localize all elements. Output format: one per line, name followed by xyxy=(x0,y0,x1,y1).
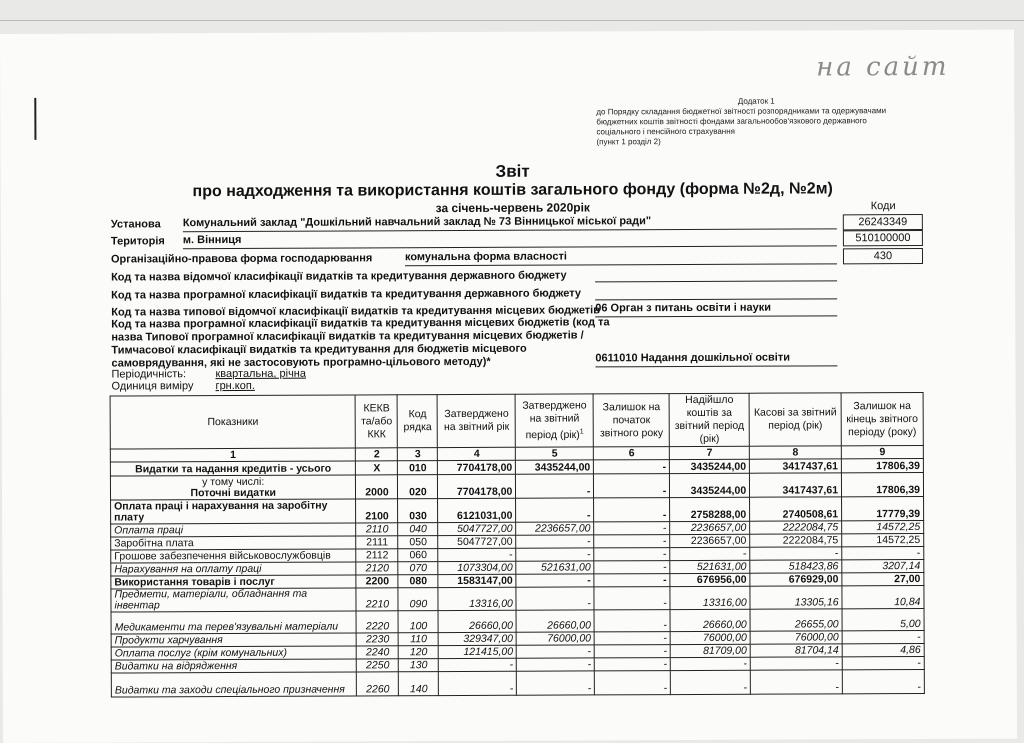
row-approved-year: 5047727,00 xyxy=(438,535,516,548)
appendix-line: до Порядку складання бюджетної звітності розпорядниками та одержувачами xyxy=(596,106,887,117)
row-kekv: 2111 xyxy=(356,536,398,549)
institution-label: Установа xyxy=(110,218,161,231)
col-header-balance-start: Залишок на початок звітного року xyxy=(593,394,669,447)
row-cash: 81704,14 xyxy=(750,644,842,657)
row-approved-year: 26660,00 xyxy=(438,610,516,632)
row-kekv: 2100 xyxy=(356,499,398,523)
row-cash: - xyxy=(750,657,842,670)
row-kekv: 2260 xyxy=(357,672,399,696)
row-indicator-text: Оплата послуг (крім комунальних) xyxy=(114,646,288,660)
row-approved-period: 26660,00 xyxy=(516,610,594,632)
row-cash: - xyxy=(750,547,842,560)
row-code: 120 xyxy=(399,646,439,659)
row-cash: 76000,00 xyxy=(750,631,842,644)
row-received: 521631,00 xyxy=(670,560,750,573)
row-cash: 2740508,61 xyxy=(750,497,842,521)
row-received: - xyxy=(670,547,750,560)
periodicity-label: Періодичність: xyxy=(111,368,187,381)
scan-edge-line xyxy=(0,20,1024,21)
row-code: 140 xyxy=(399,672,439,696)
row-code: 020 xyxy=(398,475,438,499)
row-received: 2236657,00 xyxy=(670,521,750,534)
row-balance-start: - xyxy=(594,610,670,632)
row-approved-year: 5047727,00 xyxy=(438,522,516,535)
col-header-balance-end: Залишок на кінець звітного періоду (року) xyxy=(841,392,923,445)
row-balance-end: 27,00 xyxy=(842,572,924,585)
row-balance-end: 10,84 xyxy=(842,585,924,608)
territory-code: 510100000 xyxy=(843,230,923,246)
row-received: 81709,00 xyxy=(670,644,750,657)
row-balance-end: 14572,25 xyxy=(842,520,924,533)
row-indicator-text: Заробітна плата xyxy=(114,537,194,550)
col-header-approved-period xyxy=(515,394,593,447)
local-prog-label-line: назва Типової програмної класифікації видатків та кредитування місцевих бюджетів / xyxy=(111,329,584,344)
row-approved-period: 2236657,00 xyxy=(516,522,594,535)
row-balance-end: - xyxy=(842,546,924,559)
row-kekv: 2230 xyxy=(357,633,399,646)
row-kekv: 2110 xyxy=(356,523,398,536)
col-header-cash: Касові за звітний період (рік) xyxy=(749,393,841,446)
col-number: 4 xyxy=(438,447,516,460)
prog-class-label: Код та назва програмної класифікації видатків та кредитування державного бюджету xyxy=(111,287,582,302)
col-header-kekv: КЕКВ та/або ККК xyxy=(356,395,398,448)
row-balance-end: 4,86 xyxy=(842,643,924,656)
row-received: 3435244,00 xyxy=(670,473,750,497)
row-balance-start: - xyxy=(594,632,670,645)
institution-code: 26243349 xyxy=(843,214,923,230)
row-indicator-name xyxy=(111,588,357,612)
row-approved-period: - xyxy=(517,671,595,695)
row-code: 090 xyxy=(398,588,438,611)
territory-value: м. Вінниця xyxy=(183,231,837,249)
row-code: 010 xyxy=(398,461,438,475)
row-cash: 26655,00 xyxy=(750,609,842,631)
document-sheet xyxy=(0,30,1017,743)
row-received: - xyxy=(670,657,750,670)
row-approved-year: 329347,00 xyxy=(439,632,517,645)
row-balance-end: 17806,39 xyxy=(841,472,923,496)
row-approved-year: 1073304,00 xyxy=(438,561,516,574)
row-indicator-name xyxy=(111,672,357,697)
row-code: 030 xyxy=(398,499,438,523)
row-indicator-name xyxy=(110,461,356,476)
row-approved-year: 7704178,00 xyxy=(438,474,516,498)
row-balance-start: - xyxy=(594,460,670,474)
row-indicator-text: Видатки та надання кредитів - усього xyxy=(135,462,332,476)
table-row xyxy=(110,472,923,500)
row-approved-period: - xyxy=(517,658,595,671)
row-approved-year: 6121031,00 xyxy=(438,498,516,522)
col-number: 2 xyxy=(356,448,398,461)
col-number: 9 xyxy=(841,445,923,458)
row-indicator-text: Медикаменти та перев'язувальні матеріали xyxy=(114,620,339,634)
row-indicator-name xyxy=(111,646,357,660)
typical-dept-label: Код та назва типової відомчої класифікації видатків та кредитування місцевих бюджетів xyxy=(111,304,601,319)
row-code: 050 xyxy=(398,536,438,549)
col-header-approved-year: Затверджено на звітний рік xyxy=(437,394,515,447)
legal-form-value: комунальна форма власності xyxy=(405,249,837,266)
table-row xyxy=(111,585,924,612)
row-balance-start: - xyxy=(594,535,670,548)
row-indicator-text: Грошове забезпечення військовослужбовців xyxy=(114,549,331,563)
col-number: 5 xyxy=(516,447,594,460)
row-indicator-name xyxy=(111,536,357,550)
row-balance-start: - xyxy=(594,587,670,610)
row-kekv: X xyxy=(356,461,398,475)
row-balance-end: 5,00 xyxy=(842,608,924,630)
col-header-row-code: Код рядка xyxy=(398,395,438,448)
report-period: за січень-червень 2020рік xyxy=(435,200,590,216)
row-received: 26660,00 xyxy=(670,609,750,631)
row-code: 040 xyxy=(398,523,438,536)
row-approved-year: - xyxy=(439,671,517,695)
row-cash: 2222084,75 xyxy=(750,534,842,547)
row-kekv: 2000 xyxy=(356,475,398,499)
report-subtitle: про надходження та використання коштів загального фонду (форма №2д, №2м) xyxy=(192,180,833,201)
row-indicator-text: Оплата праці і нарахування на заробітну плату xyxy=(114,499,328,524)
row-balance-end: - xyxy=(842,630,924,643)
row-kekv: 2210 xyxy=(356,588,398,611)
row-indicator-text: Поточні видатки xyxy=(190,486,276,500)
row-code: 060 xyxy=(398,549,438,562)
row-indicator-name xyxy=(111,549,357,563)
row-balance-start: - xyxy=(594,522,670,535)
institution-value: Комунальний заклад "Дошкільний навчальний заклад № 73 Вінницької міської ради" xyxy=(183,214,837,232)
unit-label: Одиниця виміру xyxy=(111,380,194,393)
row-approved-year: 1583147,00 xyxy=(438,574,516,587)
footnote-mark: 1 xyxy=(579,428,584,436)
row-balance-start: - xyxy=(595,671,671,695)
row-indicator-text: Використання товарів і послуг xyxy=(114,575,275,589)
dept-class-value xyxy=(595,266,837,282)
row-approved-period: - xyxy=(516,548,594,561)
row-balance-start: - xyxy=(594,498,670,522)
table-row xyxy=(111,496,924,524)
appendix-line: соціального і пенсійного страхування xyxy=(596,126,735,137)
row-approved-period: 521631,00 xyxy=(516,561,594,574)
row-approved-period: - xyxy=(517,645,595,658)
row-indicator-name xyxy=(111,575,357,589)
row-received: 2236657,00 xyxy=(670,534,750,547)
row-received: 2758288,00 xyxy=(670,497,750,521)
budget-table xyxy=(110,392,925,698)
row-indicator-text: Нарахування на оплату праці xyxy=(114,562,262,576)
col-header-received: Надійшло коштів за звітний період (рік) xyxy=(669,393,749,446)
appendix-line: бюджетних коштів звітності фондами загальнообов'язкового державного xyxy=(596,116,867,127)
row-indicator-text: Продукти харчування xyxy=(114,634,223,647)
col-header-approved-period-text: Затверджено на звітний період (рік) xyxy=(522,399,587,441)
row-approved-period: - xyxy=(516,498,594,522)
row-balance-start: - xyxy=(594,474,670,498)
table-header-row xyxy=(110,392,923,449)
col-header-indicators: Показники xyxy=(110,395,356,449)
row-approved-year: 121415,00 xyxy=(439,645,517,658)
row-indicator-text: Предмети, матеріали, обладнання та інвентар xyxy=(114,587,308,612)
row-balance-end: - xyxy=(842,656,924,669)
margin-mark xyxy=(34,98,36,140)
row-balance-end: 14572,25 xyxy=(842,533,924,546)
appendix-title: Додаток 1 xyxy=(737,96,775,106)
row-indicator-name xyxy=(111,523,357,537)
row-indicator-name xyxy=(111,633,357,647)
row-indicator-name xyxy=(111,611,357,634)
codes-label: Коди xyxy=(870,200,896,213)
row-cash: 2222084,75 xyxy=(750,521,842,534)
row-approved-year: - xyxy=(439,658,517,671)
row-code: 100 xyxy=(398,611,438,633)
row-indicator-name xyxy=(111,499,357,524)
row-approved-period: - xyxy=(516,535,594,548)
row-approved-year: 7704178,00 xyxy=(438,460,516,474)
appendix-line: (пункт 1 розділ 2) xyxy=(596,137,661,147)
periodicity-value: квартальна, річна xyxy=(215,367,307,381)
handwritten-note: на сайт xyxy=(816,51,950,83)
row-kekv: 2200 xyxy=(356,575,398,588)
unit-value: грн.коп. xyxy=(215,379,255,393)
row-balance-end: 17779,39 xyxy=(842,496,924,520)
legal-form-code: 430 xyxy=(843,248,923,264)
table-row xyxy=(111,669,924,697)
table-row xyxy=(111,608,924,634)
row-approved-period: 3435244,00 xyxy=(516,460,594,474)
col-number: 3 xyxy=(398,448,438,461)
row-balance-start: - xyxy=(594,574,670,587)
row-kekv: 2112 xyxy=(356,549,398,562)
local-prog-label-line: Тимчасової класифікації видатків та кредитування для бюджетів місцевого xyxy=(111,342,527,357)
report-title: Звіт xyxy=(495,161,530,181)
row-indicator-name xyxy=(111,562,357,576)
row-approved-period: 76000,00 xyxy=(516,632,594,645)
col-number: 6 xyxy=(594,447,670,460)
row-code: 080 xyxy=(398,575,438,588)
row-balance-start: - xyxy=(594,561,670,574)
row-code: 130 xyxy=(399,659,439,672)
row-kekv: 2250 xyxy=(357,659,399,672)
row-cash: 13305,16 xyxy=(750,586,842,609)
row-code: 110 xyxy=(399,633,439,646)
row-code: 070 xyxy=(398,562,438,575)
row-cash: 676929,00 xyxy=(750,573,842,586)
row-cash: - xyxy=(750,670,842,694)
row-received: 3435244,00 xyxy=(670,459,750,473)
local-prog-value: 0611010 Надання дошкільної освіти xyxy=(595,351,837,367)
row-kekv: 2220 xyxy=(357,611,399,633)
typical-dept-value: 06 Орган з питань освіти і науки xyxy=(595,301,837,317)
row-indicator-name xyxy=(110,475,356,500)
col-number: 1 xyxy=(110,448,356,462)
row-balance-end: - xyxy=(842,669,924,693)
row-approved-year: 13316,00 xyxy=(438,587,516,610)
row-approved-period: - xyxy=(516,574,594,587)
local-prog-label xyxy=(111,316,610,370)
row-approved-period: - xyxy=(516,587,594,610)
row-approved-year: - xyxy=(438,548,516,561)
territory-label: Територія xyxy=(110,235,165,248)
table-body xyxy=(110,458,924,697)
prog-class-value xyxy=(595,284,837,300)
legal-form-label: Організаційно-правова форма господарювання xyxy=(110,252,373,266)
row-indicator-text: Видатки на відрядження xyxy=(114,659,238,673)
row-balance-end: 17806,39 xyxy=(841,458,923,472)
local-prog-label-line: Код та назва програмної класифікації видатків та кредитування місцевих бюджетів (код та xyxy=(111,316,610,331)
row-balance-start: - xyxy=(595,645,671,658)
row-balance-start: - xyxy=(595,658,671,671)
row-received: 76000,00 xyxy=(670,631,750,644)
row-indicator-prefix: у тому числі: xyxy=(202,475,265,489)
row-received: - xyxy=(671,670,751,694)
row-indicator-text: Видатки та заходи спеціального призначення xyxy=(114,683,345,697)
row-cash: 3417437,61 xyxy=(750,473,842,497)
row-balance-start: - xyxy=(594,548,670,561)
row-received: 676956,00 xyxy=(670,573,750,586)
row-approved-period: - xyxy=(516,474,594,498)
row-cash: 518423,86 xyxy=(750,560,842,573)
dept-class-label: Код та назва відомчої класифікації видатків та кредитування державного бюджету xyxy=(111,269,567,284)
row-indicator-name xyxy=(111,659,357,673)
local-prog-label-line: самоврядування, які не застосовують програмно-цільового методу)* xyxy=(111,355,491,370)
row-kekv: 2240 xyxy=(357,646,399,659)
appendix-note xyxy=(596,96,916,147)
col-number: 7 xyxy=(670,446,750,459)
col-number: 8 xyxy=(749,446,841,459)
row-cash: 3417437,61 xyxy=(750,459,842,473)
row-indicator-text: Оплата праці xyxy=(114,524,184,537)
row-kekv: 2120 xyxy=(356,562,398,575)
row-balance-end: 3207,14 xyxy=(842,559,924,572)
row-received: 13316,00 xyxy=(670,586,750,609)
